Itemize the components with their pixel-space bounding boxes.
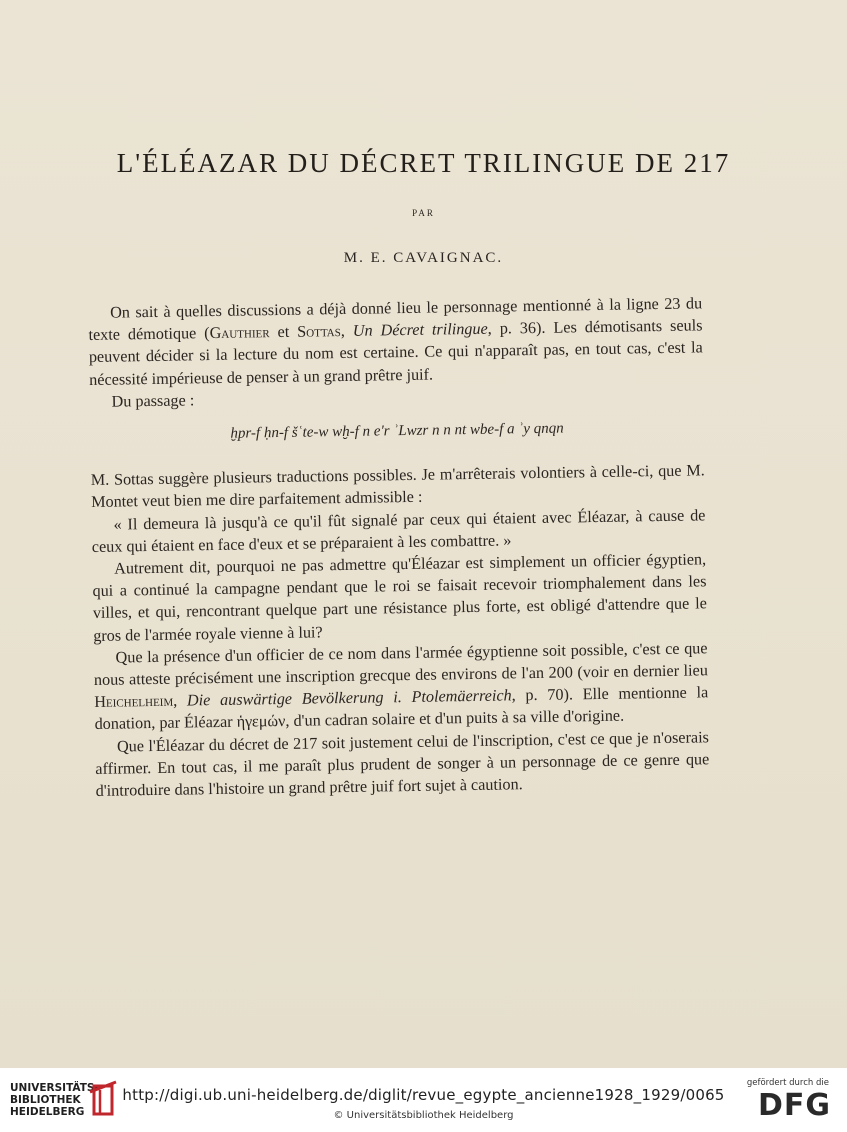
paragraph-7: Que l'Éléazar du décret de 217 soit justement celui de l'inscription, c'est ce que je n'oserais affirmer. En tout cas, il me paraît plus prudent de songer à un personnage de ce genre que d'introduire dans l'histoire un grand prêtre juif fort sujet à caution. — [95, 727, 710, 801]
author-name: M. E. CAVAIGNAC. — [343, 250, 504, 266]
paragraph-1: On sait à quelles discussions a déjà donné lieu le personnage mentionné à la ligne 23 du texte démotique (Gauthier et Sottas, Un Décret trilingue, p. 36). Les démotisants seuls peuvent décider si la lecture du nom est certaine. Ce qui n'apparaît pas, en tout cas, c'est la nécessité impérieuse de penser à un grand prêtre juif. — [88, 294, 703, 389]
paragraph-5: Autrement dit, pourquoi ne pas admettre qu'Éléazar est simplement un officier égyptien, qui a continué la campagne pendant que le roi se faisait recevoir triomphalement dans les villes, et qui, rencontrant quelque part une résistance plus forte, est obligé d'attendre que le gros de l'armée royale vienne à lui? — [92, 550, 707, 645]
book-title-decret: Un Décret trilingue — [352, 319, 488, 341]
demotic-transliteration: ḫpr-f ḥn-f šʿte-w wḫ-f n e'r ʾLwzr n n nt wbe-f a ʾy qnqn — [230, 420, 564, 442]
article-title: L'ÉLÉAZAR DU DÉCRET TRILINGUE DE 217 — [116, 148, 731, 178]
paragraph-6: Que la présence d'un officier de ce nom dans l'armée égyptienne soit possible, c'est ce que nous atteste précisément une inscription grecque des environs de l'an 200 (voir en dernier lieu Heichelheim, Die auswärtige Bevölkerung i. Ptolemäerreich, p. 70). Elle mentionne la donation, par Éléazar ἡγεμών, d'un cadran solaire et d'un puits à sa ville d'origine. — [93, 639, 709, 734]
paragraph-4: « Il demeura là jusqu'à ce qu'il fût signalé par ceux qui étaient avec Éléazar, à cause de ceux qui étaient en face d'eux et se préparaient à les combattre. » — [91, 505, 706, 556]
permalink-url[interactable]: http://digi.ub.uni-heidelberg.de/diglit/revue_egypte_ancienne1928_1929/0065 — [122, 1086, 725, 1104]
paragraph-2: Du passage : — [111, 391, 195, 411]
paragraph-3: M. Sottas suggère plusieurs traductions possibles. Je m'arrêterais volontiers à celle-ci, que M. Montet veut bien me dire parfaitement admissible : — [90, 461, 705, 512]
byline-par: PAR — [412, 208, 435, 218]
copyright-notice: © Universitätsbibliothek Heidelberg — [333, 1110, 514, 1121]
dfg-logo: DFG — [757, 1088, 831, 1123]
dfg-funding-label: gefördert durch die — [746, 1078, 829, 1088]
author-ref-heichelheim: Heichelheim — [94, 691, 174, 712]
library-logo-text: UNIVERSITÄTS- BIBLIOTHEK HEIDELBERG — [10, 1082, 99, 1118]
viewer-footer — [0, 1068, 847, 1132]
article-body — [88, 292, 710, 802]
book-title-bevolkerung: Die auswärtige Bevölkerung i. Ptolemäerreich — [186, 686, 512, 710]
author-ref-gauthier: Gauthier — [209, 323, 270, 343]
author-ref-sottas: Sottas — [297, 322, 341, 341]
